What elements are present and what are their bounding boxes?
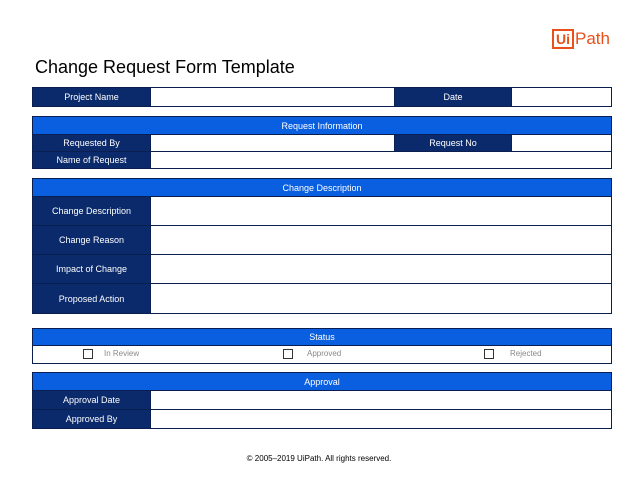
request-information-header: Request Information [32, 116, 612, 135]
logo-path: Path [575, 29, 610, 48]
requested-by-label: Requested By [33, 135, 150, 151]
in-review-checkbox[interactable] [83, 349, 93, 359]
approved-by-field[interactable] [150, 410, 611, 428]
date-label: Date [394, 88, 511, 106]
approval-date-field[interactable] [150, 391, 611, 409]
change-description-header: Change Description [32, 178, 612, 197]
approved-by-row [32, 409, 612, 429]
project-name-field[interactable] [150, 88, 394, 106]
impact-of-change-label: Impact of Change [33, 255, 150, 283]
name-of-request-label: Name of Request [33, 152, 150, 168]
approved-label: Approved [307, 349, 342, 358]
requested-by-field[interactable] [150, 135, 394, 151]
status-options-row [32, 345, 612, 364]
change-description-label: Change Description [33, 197, 150, 225]
change-reason-field[interactable] [150, 226, 611, 254]
in-review-label: In Review [104, 349, 140, 358]
rejected-label: Rejected [510, 349, 542, 358]
approval-date-label: Approval Date [33, 391, 150, 409]
impact-of-change-row [32, 254, 612, 284]
project-name-label: Project Name [33, 88, 150, 106]
name-of-request-row [32, 151, 612, 169]
request-no-label: Request No [394, 135, 511, 151]
approved-checkbox[interactable] [283, 349, 293, 359]
uipath-logo [552, 28, 610, 50]
name-of-request-field[interactable] [150, 152, 611, 168]
request-no-field[interactable] [511, 135, 611, 151]
approval-date-row [32, 390, 612, 410]
approved-by-label: Approved By [33, 410, 150, 428]
approval-header: Approval [32, 372, 612, 391]
project-row [32, 87, 612, 107]
change-reason-label: Change Reason [33, 226, 150, 254]
impact-of-change-field[interactable] [150, 255, 611, 283]
rejected-checkbox[interactable] [484, 349, 494, 359]
change-reason-row [32, 225, 612, 255]
date-field[interactable] [511, 88, 611, 106]
proposed-action-field[interactable] [150, 284, 611, 313]
change-description-field[interactable] [150, 197, 611, 225]
change-description-row [32, 196, 612, 226]
copyright-footer: © 2005–2019 UiPath. All rights reserved. [246, 454, 392, 463]
logo-ui: Ui [552, 29, 574, 49]
proposed-action-row [32, 283, 612, 314]
status-header: Status [32, 328, 612, 346]
page-title: Change Request Form Template [35, 57, 295, 77]
requested-by-row [32, 134, 612, 152]
proposed-action-label: Proposed Action [33, 284, 150, 313]
